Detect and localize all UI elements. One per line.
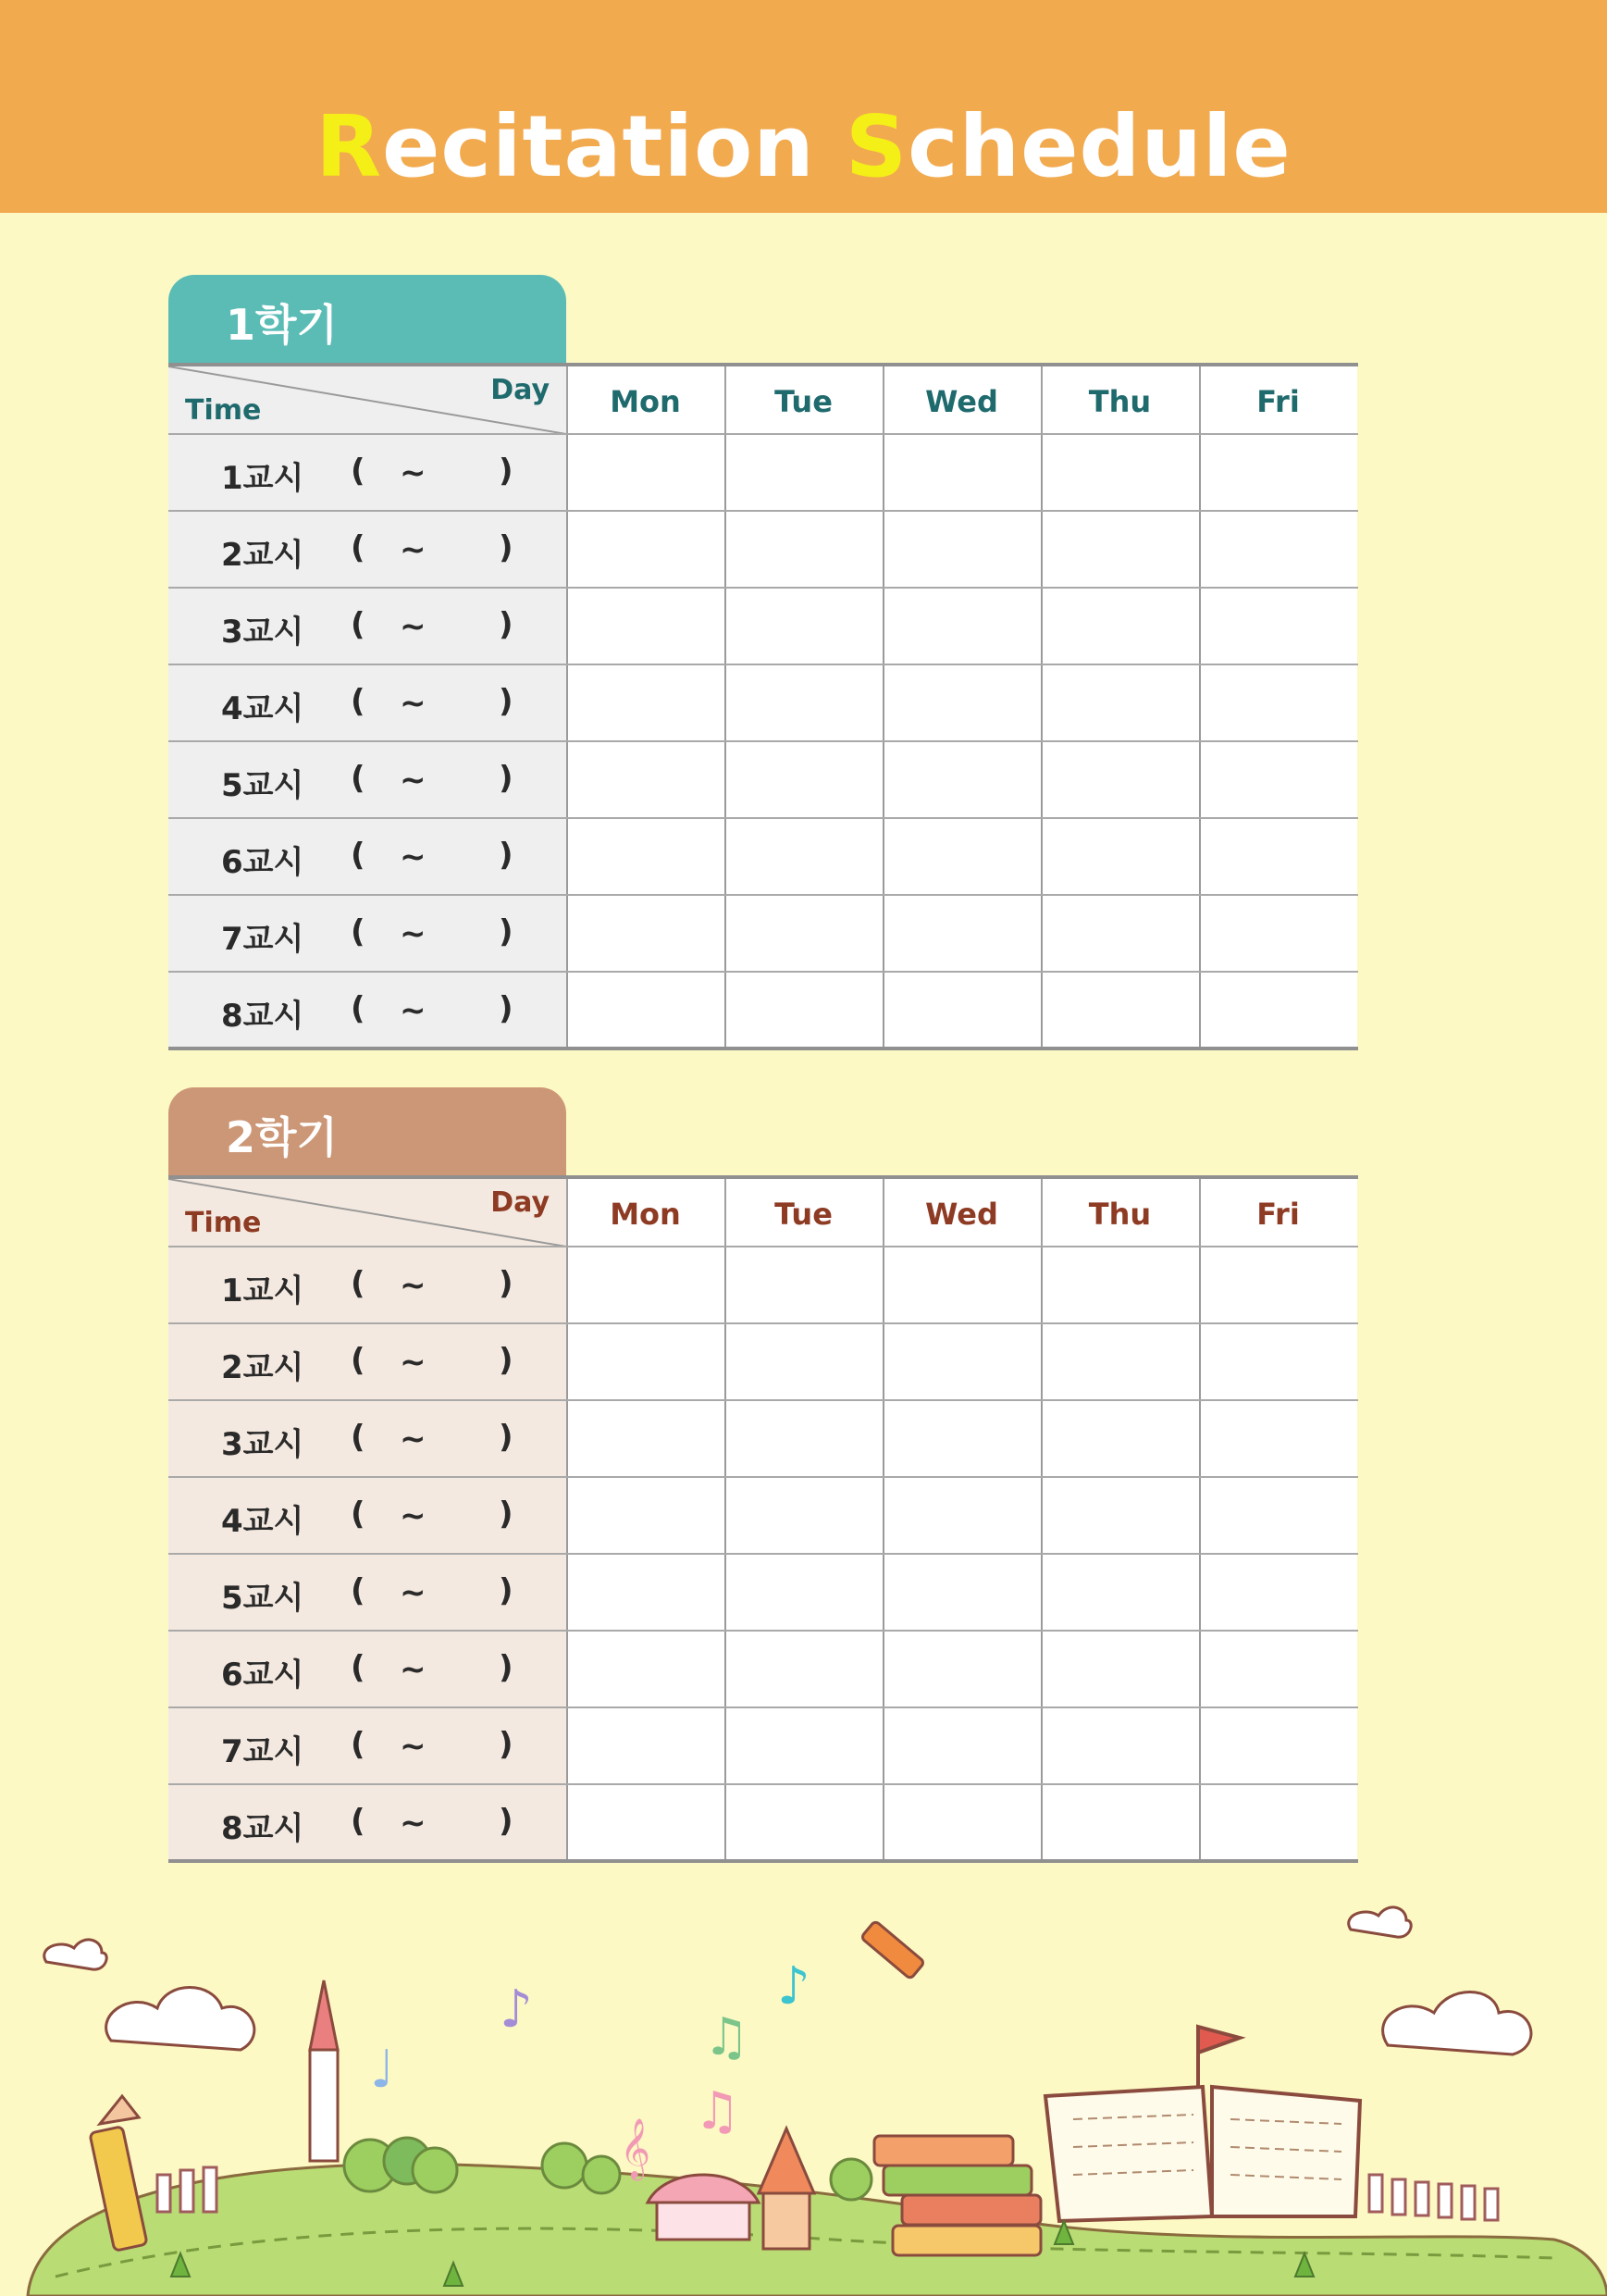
table-row (168, 1477, 1358, 1554)
schedule-cell-thu[interactable] (1041, 1400, 1199, 1477)
header-divider (1199, 1179, 1201, 1247)
period-label: 3교시 (221, 614, 304, 651)
schedule-cell-tue[interactable] (724, 818, 883, 895)
schedule-cell-thu[interactable] (1041, 664, 1199, 741)
schedule-cell-mon[interactable] (566, 1323, 724, 1400)
time-close-paren: ) (499, 606, 513, 643)
time-close-paren: ) (499, 1649, 513, 1686)
time-tilde: ~ (400, 1728, 426, 1765)
header-divider (883, 1179, 884, 1247)
decorative-hill-illustration (0, 1888, 1607, 2296)
schedule-cell-thu[interactable] (1041, 741, 1199, 818)
period-label: 8교시 (221, 1810, 304, 1847)
time-tilde: ~ (400, 1344, 426, 1381)
schedule-cell-tue[interactable] (724, 741, 883, 818)
time-close-paren: ) (499, 1342, 513, 1379)
schedule-cell-wed[interactable] (883, 972, 1041, 1049)
period-time-cell (168, 818, 566, 895)
schedule-cell-thu[interactable] (1041, 972, 1199, 1049)
time-tilde: ~ (400, 685, 426, 722)
svg-text:♪: ♪ (500, 1980, 533, 2040)
table-row (168, 1247, 1358, 1323)
table-row (168, 741, 1358, 818)
table-row (168, 1784, 1358, 1861)
row-divider (168, 817, 1358, 819)
schedule-cell-tue[interactable] (724, 588, 883, 664)
schedule-cell-mon[interactable] (566, 1247, 724, 1323)
schedule-cell-mon[interactable] (566, 588, 724, 664)
header-divider (724, 1179, 726, 1247)
time-open-paren: ( (351, 913, 365, 950)
schedule-cell-tue[interactable] (724, 511, 883, 588)
table-row (168, 588, 1358, 664)
corner-header (168, 366, 566, 434)
table-row (168, 1400, 1358, 1477)
time-close-paren: ) (499, 990, 513, 1027)
day-header-fri: Fri (1199, 366, 1357, 438)
schedule-cell-thu[interactable] (1041, 818, 1199, 895)
time-close-paren: ) (499, 837, 513, 874)
schedule-cell-tue[interactable] (724, 1400, 883, 1477)
schedule-cell-fri[interactable] (1199, 434, 1357, 511)
row-divider (168, 1706, 1358, 1708)
schedule-cell-fri[interactable] (1199, 741, 1357, 818)
table-row (168, 972, 1358, 1049)
time-open-paren: ( (351, 453, 365, 490)
schedule-cell-fri[interactable] (1199, 1554, 1357, 1631)
period-label: 3교시 (221, 1426, 304, 1463)
period-label: 7교시 (221, 1733, 304, 1770)
day-label: Day (490, 374, 550, 406)
time-close-paren: ) (499, 1496, 513, 1533)
svg-text:♩: ♩ (370, 2040, 395, 2100)
header-divider (724, 366, 726, 434)
day-header-tue: Tue (724, 1179, 883, 1250)
schedule-cell-tue[interactable] (724, 1477, 883, 1554)
schedule-cell-thu[interactable] (1041, 1477, 1199, 1554)
time-tilde: ~ (400, 608, 426, 645)
schedule-cell-tue[interactable] (724, 1323, 883, 1400)
schedule-cell-wed[interactable] (883, 664, 1041, 741)
period-time-cell (168, 1784, 566, 1861)
schedule-cell-wed[interactable] (883, 1323, 1041, 1400)
schedule-cell-mon[interactable] (566, 741, 724, 818)
table-row (168, 818, 1358, 895)
row-divider (168, 1399, 1358, 1401)
day-header-tue: Tue (724, 366, 883, 438)
period-time-cell (168, 664, 566, 741)
period-time-cell (168, 972, 566, 1049)
period-label: 4교시 (221, 690, 304, 727)
schedule-cell-fri[interactable] (1199, 972, 1357, 1049)
period-label: 6교시 (221, 844, 304, 881)
day-label: Day (490, 1186, 550, 1219)
schedule-cell-fri[interactable] (1199, 1477, 1357, 1554)
period-time-cell (168, 1323, 566, 1400)
svg-text:♫: ♫ (703, 2007, 750, 2067)
schedule-cell-mon[interactable] (566, 1784, 724, 1861)
schedule-cell-wed[interactable] (883, 511, 1041, 588)
header-divider (566, 1179, 568, 1247)
period-time-cell (168, 1247, 566, 1323)
time-close-paren: ) (499, 529, 513, 566)
period-label: 2교시 (221, 1349, 304, 1386)
schedule-cell-tue[interactable] (724, 1554, 883, 1631)
tower (310, 1980, 338, 2161)
schedule-cell-mon[interactable] (566, 1707, 724, 1784)
schedule-cell-fri[interactable] (1199, 1323, 1357, 1400)
day-header-mon: Mon (566, 1179, 724, 1250)
time-open-paren: ( (351, 1496, 365, 1533)
table-row (168, 1323, 1358, 1400)
schedule-cell-tue[interactable] (724, 434, 883, 511)
row-divider (168, 587, 1358, 589)
schedule-cell-mon[interactable] (566, 511, 724, 588)
schedule-cell-tue[interactable] (724, 1631, 883, 1707)
day-header-wed: Wed (883, 1179, 1041, 1250)
row-divider (168, 1553, 1358, 1555)
corner-header (168, 1179, 566, 1247)
schedule-cell-wed[interactable] (883, 1631, 1041, 1707)
header-divider (883, 366, 884, 434)
semester-1-tab: 1학기 (168, 275, 566, 363)
time-open-paren: ( (351, 990, 365, 1027)
day-header-wed: Wed (883, 366, 1041, 438)
time-tilde: ~ (400, 838, 426, 875)
table-row (168, 1631, 1358, 1707)
schedule-cell-fri[interactable] (1199, 588, 1357, 664)
schedule-cell-wed[interactable] (883, 1707, 1041, 1784)
period-label: 5교시 (221, 767, 304, 804)
schedule-cell-fri[interactable] (1199, 1247, 1357, 1323)
header-divider (1041, 1179, 1043, 1247)
schedule-cell-mon[interactable] (566, 895, 724, 972)
title-banner (0, 0, 1607, 213)
period-time-cell (168, 895, 566, 972)
schedule-cell-thu[interactable] (1041, 434, 1199, 511)
time-close-paren: ) (499, 1726, 513, 1763)
time-tilde: ~ (400, 915, 426, 952)
open-book (1045, 2027, 1360, 2221)
schedule-cell-fri[interactable] (1199, 1400, 1357, 1477)
period-time-cell (168, 741, 566, 818)
schedule-cell-fri[interactable] (1199, 1707, 1357, 1784)
time-label: Time (185, 394, 262, 427)
schedule-cell-wed[interactable] (883, 1247, 1041, 1323)
books-stack (874, 2136, 1041, 2255)
time-tilde: ~ (400, 1805, 426, 1842)
period-time-cell (168, 1400, 566, 1477)
schedule-cell-thu[interactable] (1041, 1631, 1199, 1707)
schedule-cell-thu[interactable] (1041, 588, 1199, 664)
row-divider (168, 664, 1358, 665)
house (648, 2128, 814, 2249)
time-tilde: ~ (400, 1421, 426, 1458)
schedule-cell-tue[interactable] (724, 895, 883, 972)
schedule-cell-fri[interactable] (1199, 511, 1357, 588)
schedule-cell-wed[interactable] (883, 1400, 1041, 1477)
period-time-cell (168, 511, 566, 588)
day-header-thu: Thu (1041, 366, 1199, 438)
schedule-cell-tue[interactable] (724, 1247, 883, 1323)
schedule-cell-wed[interactable] (883, 1784, 1041, 1861)
period-label: 8교시 (221, 998, 304, 1035)
time-label: Time (185, 1207, 262, 1239)
table-row (168, 895, 1358, 972)
time-open-paren: ( (351, 683, 365, 720)
schedule-cell-mon[interactable] (566, 1631, 724, 1707)
time-open-paren: ( (351, 1342, 365, 1379)
row-divider (168, 894, 1358, 896)
day-header-thu: Thu (1041, 1179, 1199, 1250)
time-close-paren: ) (499, 1419, 513, 1456)
schedule-cell-tue[interactable] (724, 972, 883, 1049)
row-divider (168, 1322, 1358, 1324)
period-time-cell (168, 1631, 566, 1707)
period-label: 1교시 (221, 1272, 304, 1309)
period-label: 6교시 (221, 1657, 304, 1694)
time-open-paren: ( (351, 1572, 365, 1609)
period-label: 7교시 (221, 921, 304, 958)
row-divider (168, 1783, 1358, 1785)
table-row (168, 511, 1358, 588)
schedule-cell-thu[interactable] (1041, 895, 1199, 972)
time-close-paren: ) (499, 913, 513, 950)
time-open-paren: ( (351, 1649, 365, 1686)
row-divider (168, 971, 1358, 973)
schedule-cell-tue[interactable] (724, 1784, 883, 1861)
time-tilde: ~ (400, 1497, 426, 1534)
time-close-paren: ) (499, 1803, 513, 1840)
time-open-paren: ( (351, 606, 365, 643)
schedule-cell-wed[interactable] (883, 434, 1041, 511)
day-header-mon: Mon (566, 366, 724, 438)
svg-text:𝄞: 𝄞 (620, 2118, 651, 2178)
time-close-paren: ) (499, 683, 513, 720)
schedule-cell-thu[interactable] (1041, 1554, 1199, 1631)
table-row (168, 1707, 1358, 1784)
schedule-cell-fri[interactable] (1199, 664, 1357, 741)
header-divider (566, 366, 568, 434)
svg-text:♪: ♪ (777, 1956, 810, 2017)
schedule-cell-tue[interactable] (724, 664, 883, 741)
period-time-cell (168, 1707, 566, 1784)
schedule-cell-mon[interactable] (566, 818, 724, 895)
time-open-paren: ( (351, 760, 365, 797)
time-tilde: ~ (400, 531, 426, 568)
schedule-cell-wed[interactable] (883, 741, 1041, 818)
time-open-paren: ( (351, 1419, 365, 1456)
period-time-cell (168, 588, 566, 664)
period-label: 1교시 (221, 460, 304, 497)
schedule-cell-mon[interactable] (566, 1400, 724, 1477)
schedule-cell-mon[interactable] (566, 664, 724, 741)
schedule-cell-mon[interactable] (566, 1477, 724, 1554)
schedule-cell-thu[interactable] (1041, 1323, 1199, 1400)
time-close-paren: ) (499, 1572, 513, 1609)
schedule-cell-fri[interactable] (1199, 895, 1357, 972)
schedule-cell-fri[interactable] (1199, 1631, 1357, 1707)
time-tilde: ~ (400, 1267, 426, 1304)
time-open-paren: ( (351, 1726, 365, 1763)
time-open-paren: ( (351, 837, 365, 874)
table-bottom-border (168, 1859, 1358, 1863)
time-open-paren: ( (351, 1265, 365, 1302)
period-label: 2교시 (221, 537, 304, 574)
schedule-cell-mon[interactable] (566, 972, 724, 1049)
time-close-paren: ) (499, 453, 513, 490)
svg-text:♫: ♫ (694, 2081, 741, 2141)
day-header-fri: Fri (1199, 1179, 1357, 1250)
period-time-cell (168, 1554, 566, 1631)
period-label: 4교시 (221, 1503, 304, 1540)
schedule-cell-thu[interactable] (1041, 511, 1199, 588)
row-divider (168, 1246, 1358, 1247)
table-bottom-border (168, 1047, 1358, 1050)
pencil-flying (860, 1920, 924, 1979)
schedule-cell-wed[interactable] (883, 1554, 1041, 1631)
time-tilde: ~ (400, 1651, 426, 1688)
row-divider (168, 740, 1358, 742)
row-divider (168, 433, 1358, 435)
table-row (168, 1554, 1358, 1631)
time-open-paren: ( (351, 1803, 365, 1840)
schedule-cell-wed[interactable] (883, 588, 1041, 664)
header-divider (1041, 366, 1043, 434)
semester-2-tab: 2학기 (168, 1087, 566, 1175)
period-time-cell (168, 1477, 566, 1554)
page-title: Recitation Schedule (315, 97, 1292, 196)
schedule-cell-mon[interactable] (566, 1554, 724, 1631)
schedule-cell-tue[interactable] (724, 1707, 883, 1784)
row-divider (168, 1630, 1358, 1632)
schedule-cell-wed[interactable] (883, 1477, 1041, 1554)
table-row (168, 664, 1358, 741)
schedule-cell-thu[interactable] (1041, 1707, 1199, 1784)
table-row (168, 434, 1358, 511)
schedule-cell-fri[interactable] (1199, 1784, 1357, 1861)
time-tilde: ~ (400, 762, 426, 799)
time-open-paren: ( (351, 529, 365, 566)
time-close-paren: ) (499, 760, 513, 797)
time-tilde: ~ (400, 454, 426, 491)
schedule-cell-fri[interactable] (1199, 818, 1357, 895)
schedule-cell-thu[interactable] (1041, 1247, 1199, 1323)
header-divider (1199, 366, 1201, 434)
time-close-paren: ) (499, 1265, 513, 1302)
schedule-cell-wed[interactable] (883, 818, 1041, 895)
schedule-cell-thu[interactable] (1041, 1784, 1199, 1861)
time-tilde: ~ (400, 992, 426, 1029)
schedule-cell-mon[interactable] (566, 434, 724, 511)
schedule-cell-wed[interactable] (883, 895, 1041, 972)
row-divider (168, 510, 1358, 512)
period-time-cell (168, 434, 566, 511)
period-label: 5교시 (221, 1580, 304, 1617)
time-tilde: ~ (400, 1574, 426, 1611)
row-divider (168, 1476, 1358, 1478)
